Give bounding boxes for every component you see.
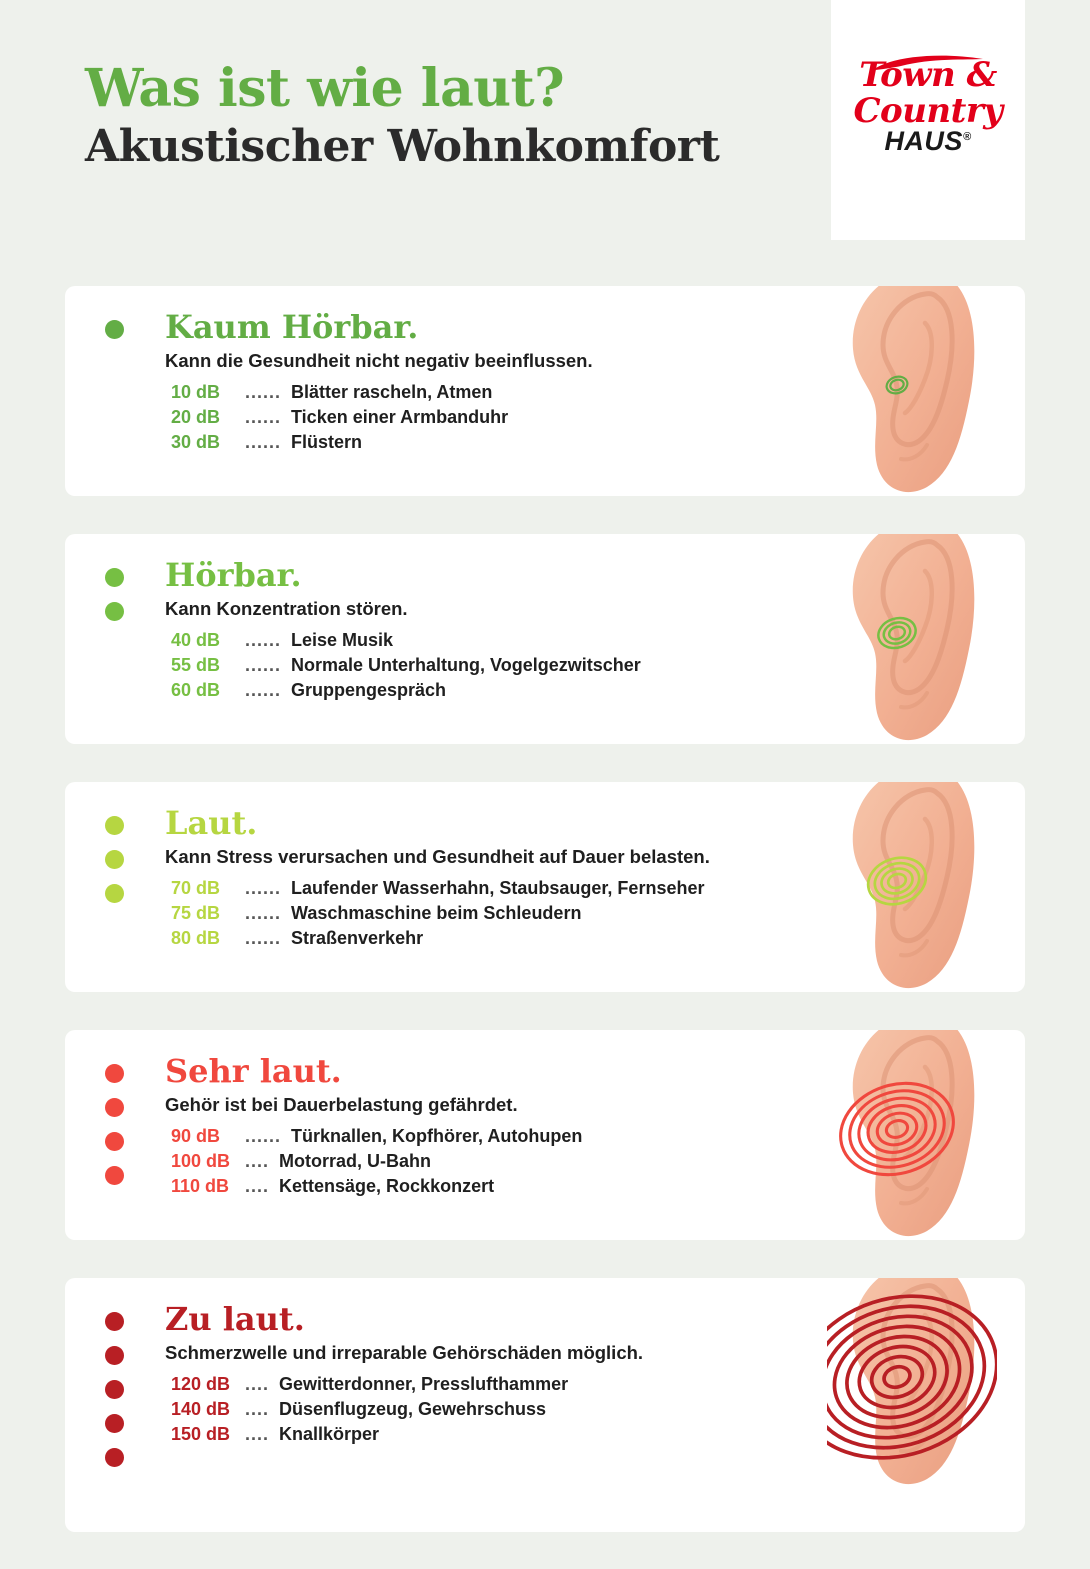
severity-dot [105,1064,124,1083]
category-title: Zu laut. [165,1300,305,1338]
severity-dot [105,850,124,869]
page-title: Was ist wie laut? [85,58,565,119]
ear-illustration [827,1278,997,1495]
level-description: Straßenverkehr [291,928,424,949]
level-description: Gruppengespräch [291,680,447,701]
severity-dot [105,1166,124,1185]
severity-dot-group [105,1312,135,1482]
ear-illustration [827,1030,997,1240]
ear-graphic-wrapper [827,1278,997,1471]
level-description: Normale Unterhaltung, Vogelgezwitscher [291,655,641,676]
decibel-value: 40 dB [171,630,221,651]
severity-dot [105,1346,124,1365]
category-card [65,1278,1025,1532]
severity-dot [105,1380,124,1399]
row-separator: ...... [245,407,282,428]
category-card [65,782,1025,992]
row-separator: ...... [245,1126,282,1147]
severity-dot [105,602,124,621]
severity-dot [105,1132,124,1151]
level-row [165,928,785,949]
level-description: Düsenflugzeug, Gewehrschuss [279,1399,547,1420]
row-separator: ...... [245,928,282,949]
severity-dot [105,1098,124,1117]
severity-dot [105,1312,124,1331]
logo-line-3-text: HAUS [884,125,963,156]
logo-line-1: Town & [859,55,997,95]
ear-graphic-wrapper [827,782,997,975]
decibel-value: 60 dB [171,680,221,701]
decibel-value: 70 dB [171,878,221,899]
level-row [165,655,785,676]
level-description: Blätter rascheln, Atmen [291,382,493,403]
row-separator: .... [245,1399,270,1420]
row-separator: ...... [245,382,282,403]
level-row [165,1374,785,1395]
level-row [165,878,785,899]
brand-logo [831,0,1025,240]
row-separator: .... [245,1424,270,1445]
severity-dot [105,1448,124,1467]
category-title: Kaum Hörbar. [165,308,419,346]
level-description: Waschmaschine beim Schleudern [291,903,582,924]
category-subtitle: Kann Stress verursachen und Gesundheit auf Dauer belasten. [165,846,710,868]
ear-graphic-wrapper [827,1030,997,1223]
registered-mark: ® [962,130,972,143]
decibel-value: 110 dB [171,1176,230,1197]
row-separator: ...... [245,903,282,924]
category-subtitle: Gehör ist bei Dauerbelastung gefährdet. [165,1094,518,1116]
decibel-value: 100 dB [171,1151,231,1172]
row-separator: .... [245,1374,270,1395]
severity-dot-group [105,320,135,354]
category-subtitle: Schmerzwelle und irreparable Gehörschäden möglich. [165,1342,644,1364]
level-row [165,432,785,453]
severity-dot-group [105,568,135,636]
title-block [85,58,720,172]
row-separator: ...... [245,680,282,701]
severity-dot [105,1414,124,1433]
decibel-value: 30 dB [171,432,221,453]
level-row [165,1424,785,1445]
ear-graphic-wrapper [827,286,997,479]
severity-dot [105,884,124,903]
category-title: Hörbar. [165,556,302,594]
level-row [165,1399,785,1420]
level-row [165,1126,785,1147]
severity-dot-group [105,1064,135,1200]
card-body [65,1278,1025,1471]
decibel-value: 55 dB [171,655,221,676]
level-row [165,1176,785,1197]
ear-illustration [827,286,997,496]
level-row [165,407,785,428]
decibel-value: 140 dB [171,1399,231,1420]
level-row [165,903,785,924]
level-description: Türknallen, Kopfhörer, Autohupen [291,1126,583,1147]
ear-illustration [827,534,997,744]
decibel-value: 10 dB [171,382,221,403]
level-row [165,680,785,701]
decibel-value: 75 dB [171,903,221,924]
category-subtitle: Kann die Gesundheit nicht negativ beeinflussen. [165,350,593,372]
row-separator: .... [245,1176,270,1197]
category-card [65,1030,1025,1240]
card-body [65,534,1025,727]
severity-dot [105,816,124,835]
level-description: Gewitterdonner, Presslufthammer [279,1374,569,1395]
page-subtitle: Akustischer Wohnkomfort [85,120,720,172]
logo-line-3 [831,125,1025,156]
decibel-value: 80 dB [171,928,221,949]
card-body [65,782,1025,975]
card-body [65,286,1025,479]
logo-line-2: Country [853,91,1003,131]
card-body [65,1030,1025,1223]
row-separator: ...... [245,432,282,453]
row-separator: ...... [245,655,282,676]
category-title: Sehr laut. [165,1052,342,1090]
decibel-value: 90 dB [171,1126,221,1147]
level-row [165,1151,785,1172]
severity-dot-group [105,816,135,918]
level-row [165,382,785,403]
category-title: Laut. [165,804,258,842]
level-row [165,630,785,651]
level-description: Motorrad, U-Bahn [279,1151,432,1172]
category-card [65,286,1025,496]
page-header [0,0,1090,240]
decibel-value: 150 dB [171,1424,231,1445]
ear-illustration [827,782,997,992]
severity-dot [105,568,124,587]
severity-dot [105,320,124,339]
level-description: Kettensäge, Rockkonzert [279,1176,495,1197]
decibel-value: 120 dB [171,1374,231,1395]
ear-graphic-wrapper [827,534,997,727]
decibel-value: 20 dB [171,407,221,428]
level-description: Leise Musik [291,630,394,651]
row-separator: ...... [245,878,282,899]
level-description: Flüstern [291,432,363,453]
category-subtitle: Kann Konzentration stören. [165,598,408,620]
category-card [65,534,1025,744]
level-description: Knallkörper [279,1424,380,1445]
level-description: Ticken einer Armbanduhr [291,407,509,428]
row-separator: .... [245,1151,270,1172]
row-separator: ...... [245,630,282,651]
level-description: Laufender Wasserhahn, Staubsauger, Fernseher [291,878,705,899]
